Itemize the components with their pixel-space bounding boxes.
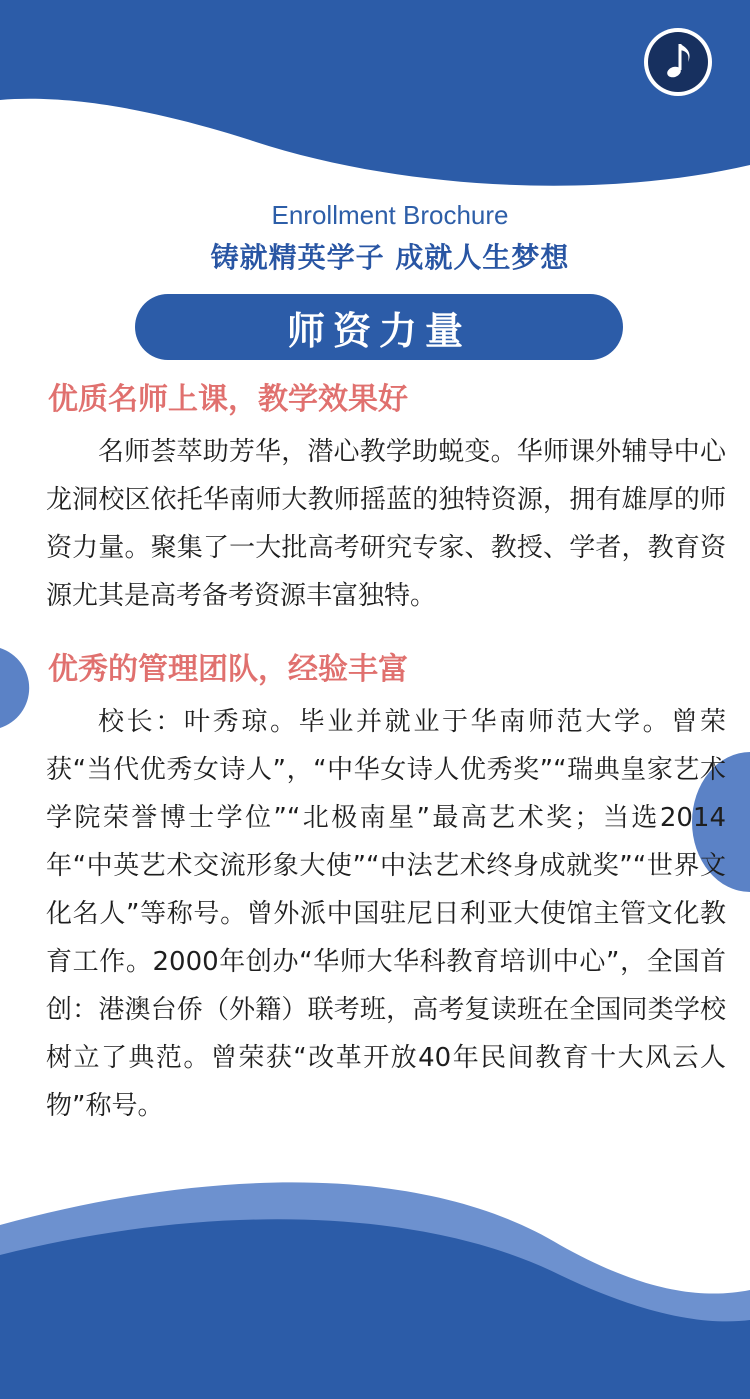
banner-label: 师资力量 (286, 307, 471, 353)
eng-title: Enrollment Brochure (271, 200, 509, 230)
music-note-icon (658, 40, 698, 84)
bottom-wave (0, 1219, 750, 1399)
slogan: 铸就精英学子 成就人生梦想 (210, 241, 570, 274)
section-title-management: 优秀的管理团队，经验丰富 (48, 652, 408, 687)
section-title-teachers: 优质名师上课，教学效果好 (48, 382, 408, 417)
section-body-management: 校长：叶秀琼。毕业并就业于华南师范大学。曾荣获“当代优秀女诗人”，“中华女诗人优秀奖”“瑞典皇家艺术学院荣誉博士学位”“北极南星”最高艺术奖；当选2014年“中英艺术交流形象大使”“中法艺术终身成就奖”“世界文化名人”等称号。曾外派中国驻尼日利亚大使馆主管文化教育工作。2000年创办“华师大华科教育培训中心”，全国首创：港澳台侨（外籍）联考班，高考复读班在全国同类学校树立了典范。曾荣获“改革开放40年民间教育十大风云人物”称号。 (46, 707, 726, 1121)
section-body-teachers: 名师荟萃助芳华，潜心教学助蜕变。华师课外辅导中心龙洞校区依托华南师大教师摇蓝的独特资源，拥有雄厚的师资力量。聚集了一大批高考研究专家、教授、学者，教育资源尤其是高考备考资源丰富独特。 (46, 437, 726, 611)
banner-title (135, 294, 623, 360)
left-circle (0, 648, 29, 728)
top-wave (0, 0, 750, 186)
logo (644, 28, 712, 96)
